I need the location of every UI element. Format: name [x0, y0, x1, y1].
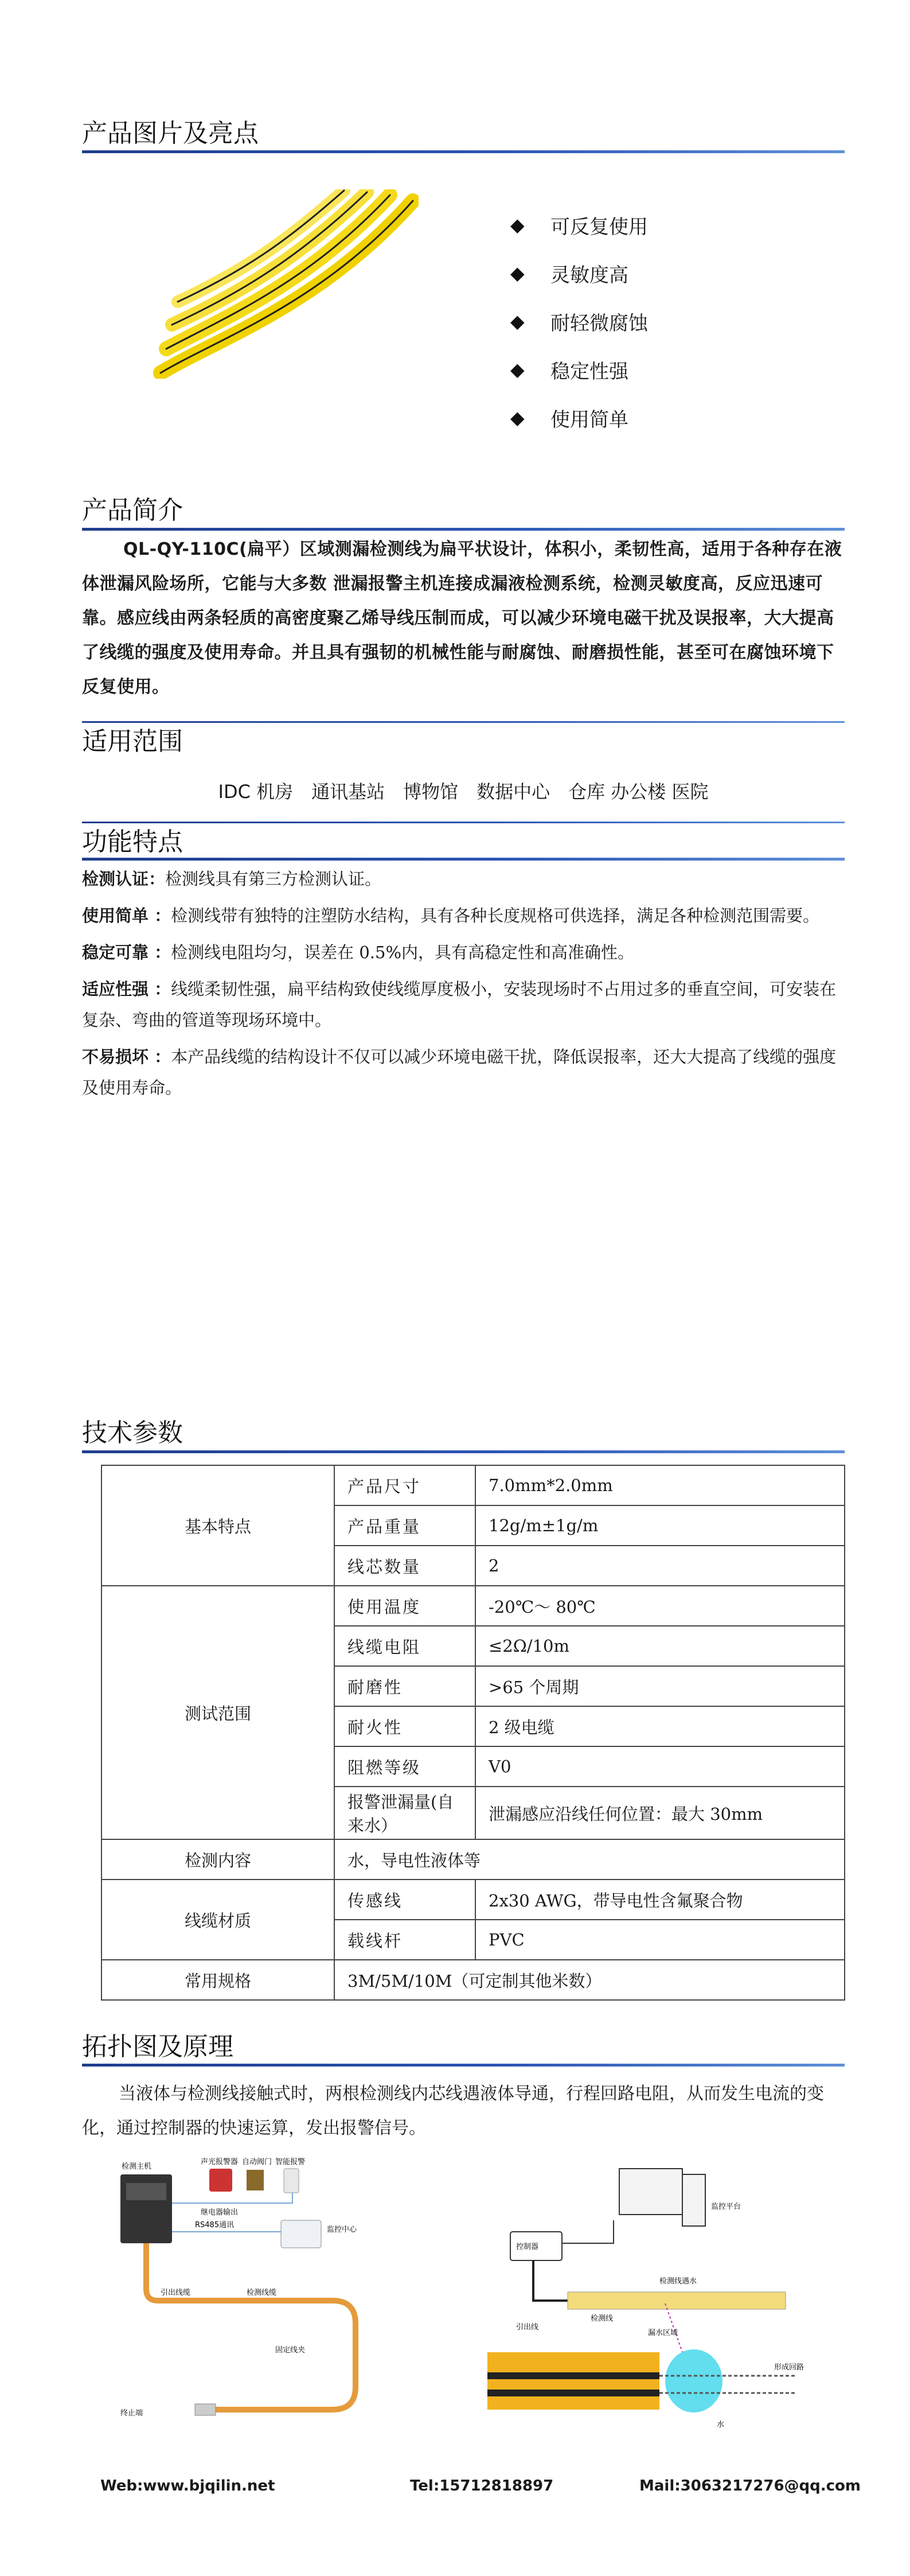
table-row: 报警泄漏量(自来水） 泄漏感应沿线任何位置：最大 30mm [101, 1787, 845, 1839]
spec-category: 基本特点 [101, 1465, 334, 1586]
section-divider [82, 721, 845, 723]
svg-text:水: 水 [717, 2421, 725, 2429]
diamond-bullet-icon: ◆ [510, 310, 525, 332]
table-row: 线缆材质 传感线 2x30 AWG，带导电性含氟聚合物 [101, 1880, 845, 1920]
svg-text:监控中心: 监控中心 [327, 2225, 357, 2234]
section-divider [82, 150, 845, 153]
sensing-cable [568, 2292, 786, 2309]
footer-phone: Tel:15712818897 [410, 2477, 554, 2495]
scope-text: IDC 机房 通讯基站 博物馆 数据中心 仓库 办公楼 医院 [218, 781, 709, 803]
section-title-scope: 适用范围 [82, 727, 183, 756]
svg-text:自动阀门: 自动阀门 [242, 2158, 272, 2166]
table-row: 产品重量 12g/m±1g/m [101, 1505, 845, 1546]
highlight-list [510, 201, 648, 442]
feature-item: 不易损坏 ：本产品线缆的结构设计不仅可以减少环境电磁干扰，降低误报率，还大大提高了线缆的强度及使用寿命。 [82, 1047, 837, 1098]
product-cable-image [149, 189, 419, 379]
alarm-device [209, 2169, 232, 2192]
svg-text:继电器输出: 继电器输出 [201, 2208, 239, 2217]
diamond-bullet-icon: ◆ [510, 407, 525, 429]
valve-device [247, 2170, 264, 2190]
spec-category: 检测内容 [101, 1839, 334, 1880]
section-divider [82, 858, 845, 861]
svg-text:形成回路: 形成回路 [774, 2363, 804, 2372]
highlight-item: ◆ 可反复使用 [510, 214, 648, 239]
svg-text:引出线缆: 引出线缆 [161, 2289, 191, 2297]
diamond-bullet-icon: ◆ [510, 214, 525, 236]
table-row: 常用规格 3M/5M/10M（可定制其他米数） [101, 1960, 845, 2000]
table-row: 载线杆 PVC [101, 1920, 845, 1960]
svg-text:监控平台: 监控平台 [711, 2203, 741, 2211]
section-divider [82, 2064, 845, 2067]
spec-category: 测试范围 [101, 1586, 334, 1839]
table-row: 基本特点 产品尺寸 7.0mm*2.0mm [101, 1465, 845, 1505]
table-row: 线缆电阻 ≤2Ω/10m [101, 1626, 845, 1666]
principle-paragraph: 当液体与检测线接触式时，两根检测线内芯线遇液体导通，行程回路电阻，从而发生电流的变化，通过控制器的快速运算，发出报警信号。 [82, 2084, 824, 2138]
section-divider [82, 528, 845, 531]
feature-item: 检测认证：检测线具有第三方检测认证。 [82, 869, 382, 889]
table-row: 耐磨性 >65 个周期 [101, 1666, 845, 1706]
footer-website[interactable]: Web:www.bjqilin.net [100, 2477, 275, 2495]
cable-cross-section [487, 2352, 659, 2410]
svg-text:声光报警器: 声光报警器 [201, 2158, 239, 2166]
highlight-item: ◆ 灵敏度高 [510, 262, 628, 287]
footer-email[interactable]: Mail:3063217276@qq.com [639, 2477, 861, 2495]
highlight-item: ◆ 使用简单 [510, 407, 628, 431]
section-title-topology: 拓扑图及原理 [82, 2032, 233, 2061]
section-divider [82, 822, 845, 823]
svg-text:检测线缆: 检测线缆 [247, 2289, 277, 2297]
svg-text:RS485通讯: RS485通讯 [195, 2221, 235, 2229]
feature-item: 稳定可靠 ：检测线电阻均匀，误差在 0.5%内，具有高稳定性和高准确性。 [82, 943, 635, 962]
feature-list [82, 863, 845, 1109]
section-title-highlights: 产品图片及亮点 [82, 119, 259, 148]
feature-item: 使用简单 ：检测线带有独特的注塑防水结构，具有各种长度规格可供选择，满足各种检测范围需要。 [82, 906, 820, 925]
spec-table [101, 1465, 845, 2001]
system-topology-diagram [109, 2157, 430, 2444]
water-drop-icon [665, 2349, 722, 2412]
svg-text:控制器: 控制器 [516, 2243, 539, 2251]
monitor-device [281, 2220, 321, 2248]
feature-item: 适应性强 ：线缆柔韧性强，扁平结构致使线缆厚度极小，安装现场时不占用过多的垂直空间，可安装在复杂、弯曲的管道等现场环境中。 [82, 979, 837, 1030]
table-row: 阻燃等级 V0 [101, 1746, 845, 1787]
svg-text:终止端: 终止端 [120, 2409, 143, 2418]
svg-text:智能报警: 智能报警 [275, 2158, 306, 2166]
table-row: 检测内容 水，导电性液体等 [101, 1839, 845, 1880]
svg-text:固定线夹: 固定线夹 [275, 2346, 306, 2355]
section-title-features: 功能特点 [82, 827, 183, 857]
spec-category: 常用规格 [101, 1960, 334, 2000]
svg-text:引出线: 引出线 [516, 2323, 539, 2332]
computer-icon [619, 2169, 682, 2215]
section-title-specs: 技术参数 [82, 1418, 183, 1447]
smart-alarm-device [284, 2169, 299, 2193]
section-divider [82, 1450, 845, 1453]
intro-paragraph: QL-QY-110C(扁平）区域测漏检测线为扁平状设计，体积小，柔韧性高，适用于各种存在液体泄漏风险场所，它能与大多数 泄漏报警主机连接成漏液检测系统，检测灵敏度高，反应迅速可靠。感应线由两条轻质的高密度聚乙烯导线压制而成，可以减少环境电磁干扰及误报率，大大提高了线缆的强度及使用寿命。并且具有强韧的机械性能与耐腐蚀、耐磨损性能，甚至可在腐蚀环境下反复使用。 [82, 539, 842, 697]
table-row: 测试范围 使用温度 -20℃～ 80℃ [101, 1586, 845, 1626]
table-row: 线芯数量 2 [101, 1546, 845, 1586]
diamond-bullet-icon: ◆ [510, 359, 525, 380]
spec-category: 线缆材质 [101, 1880, 334, 1960]
table-row: 耐火性 2 级电缆 [101, 1706, 845, 1746]
detection-principle-diagram [476, 2163, 849, 2438]
diamond-bullet-icon: ◆ [510, 262, 525, 284]
section-title-intro: 产品简介 [82, 496, 183, 525]
sensing-cable-path [146, 2243, 356, 2410]
highlight-item: ◆ 耐轻微腐蚀 [510, 310, 648, 335]
svg-text:检测线遇水: 检测线遇水 [659, 2277, 697, 2286]
label-host: 检测主机 [122, 2162, 152, 2171]
svg-text:检测线: 检测线 [591, 2314, 614, 2323]
svg-text:漏水区域: 漏水区域 [648, 2329, 678, 2337]
highlight-item: ◆ 稳定性强 [510, 359, 628, 383]
